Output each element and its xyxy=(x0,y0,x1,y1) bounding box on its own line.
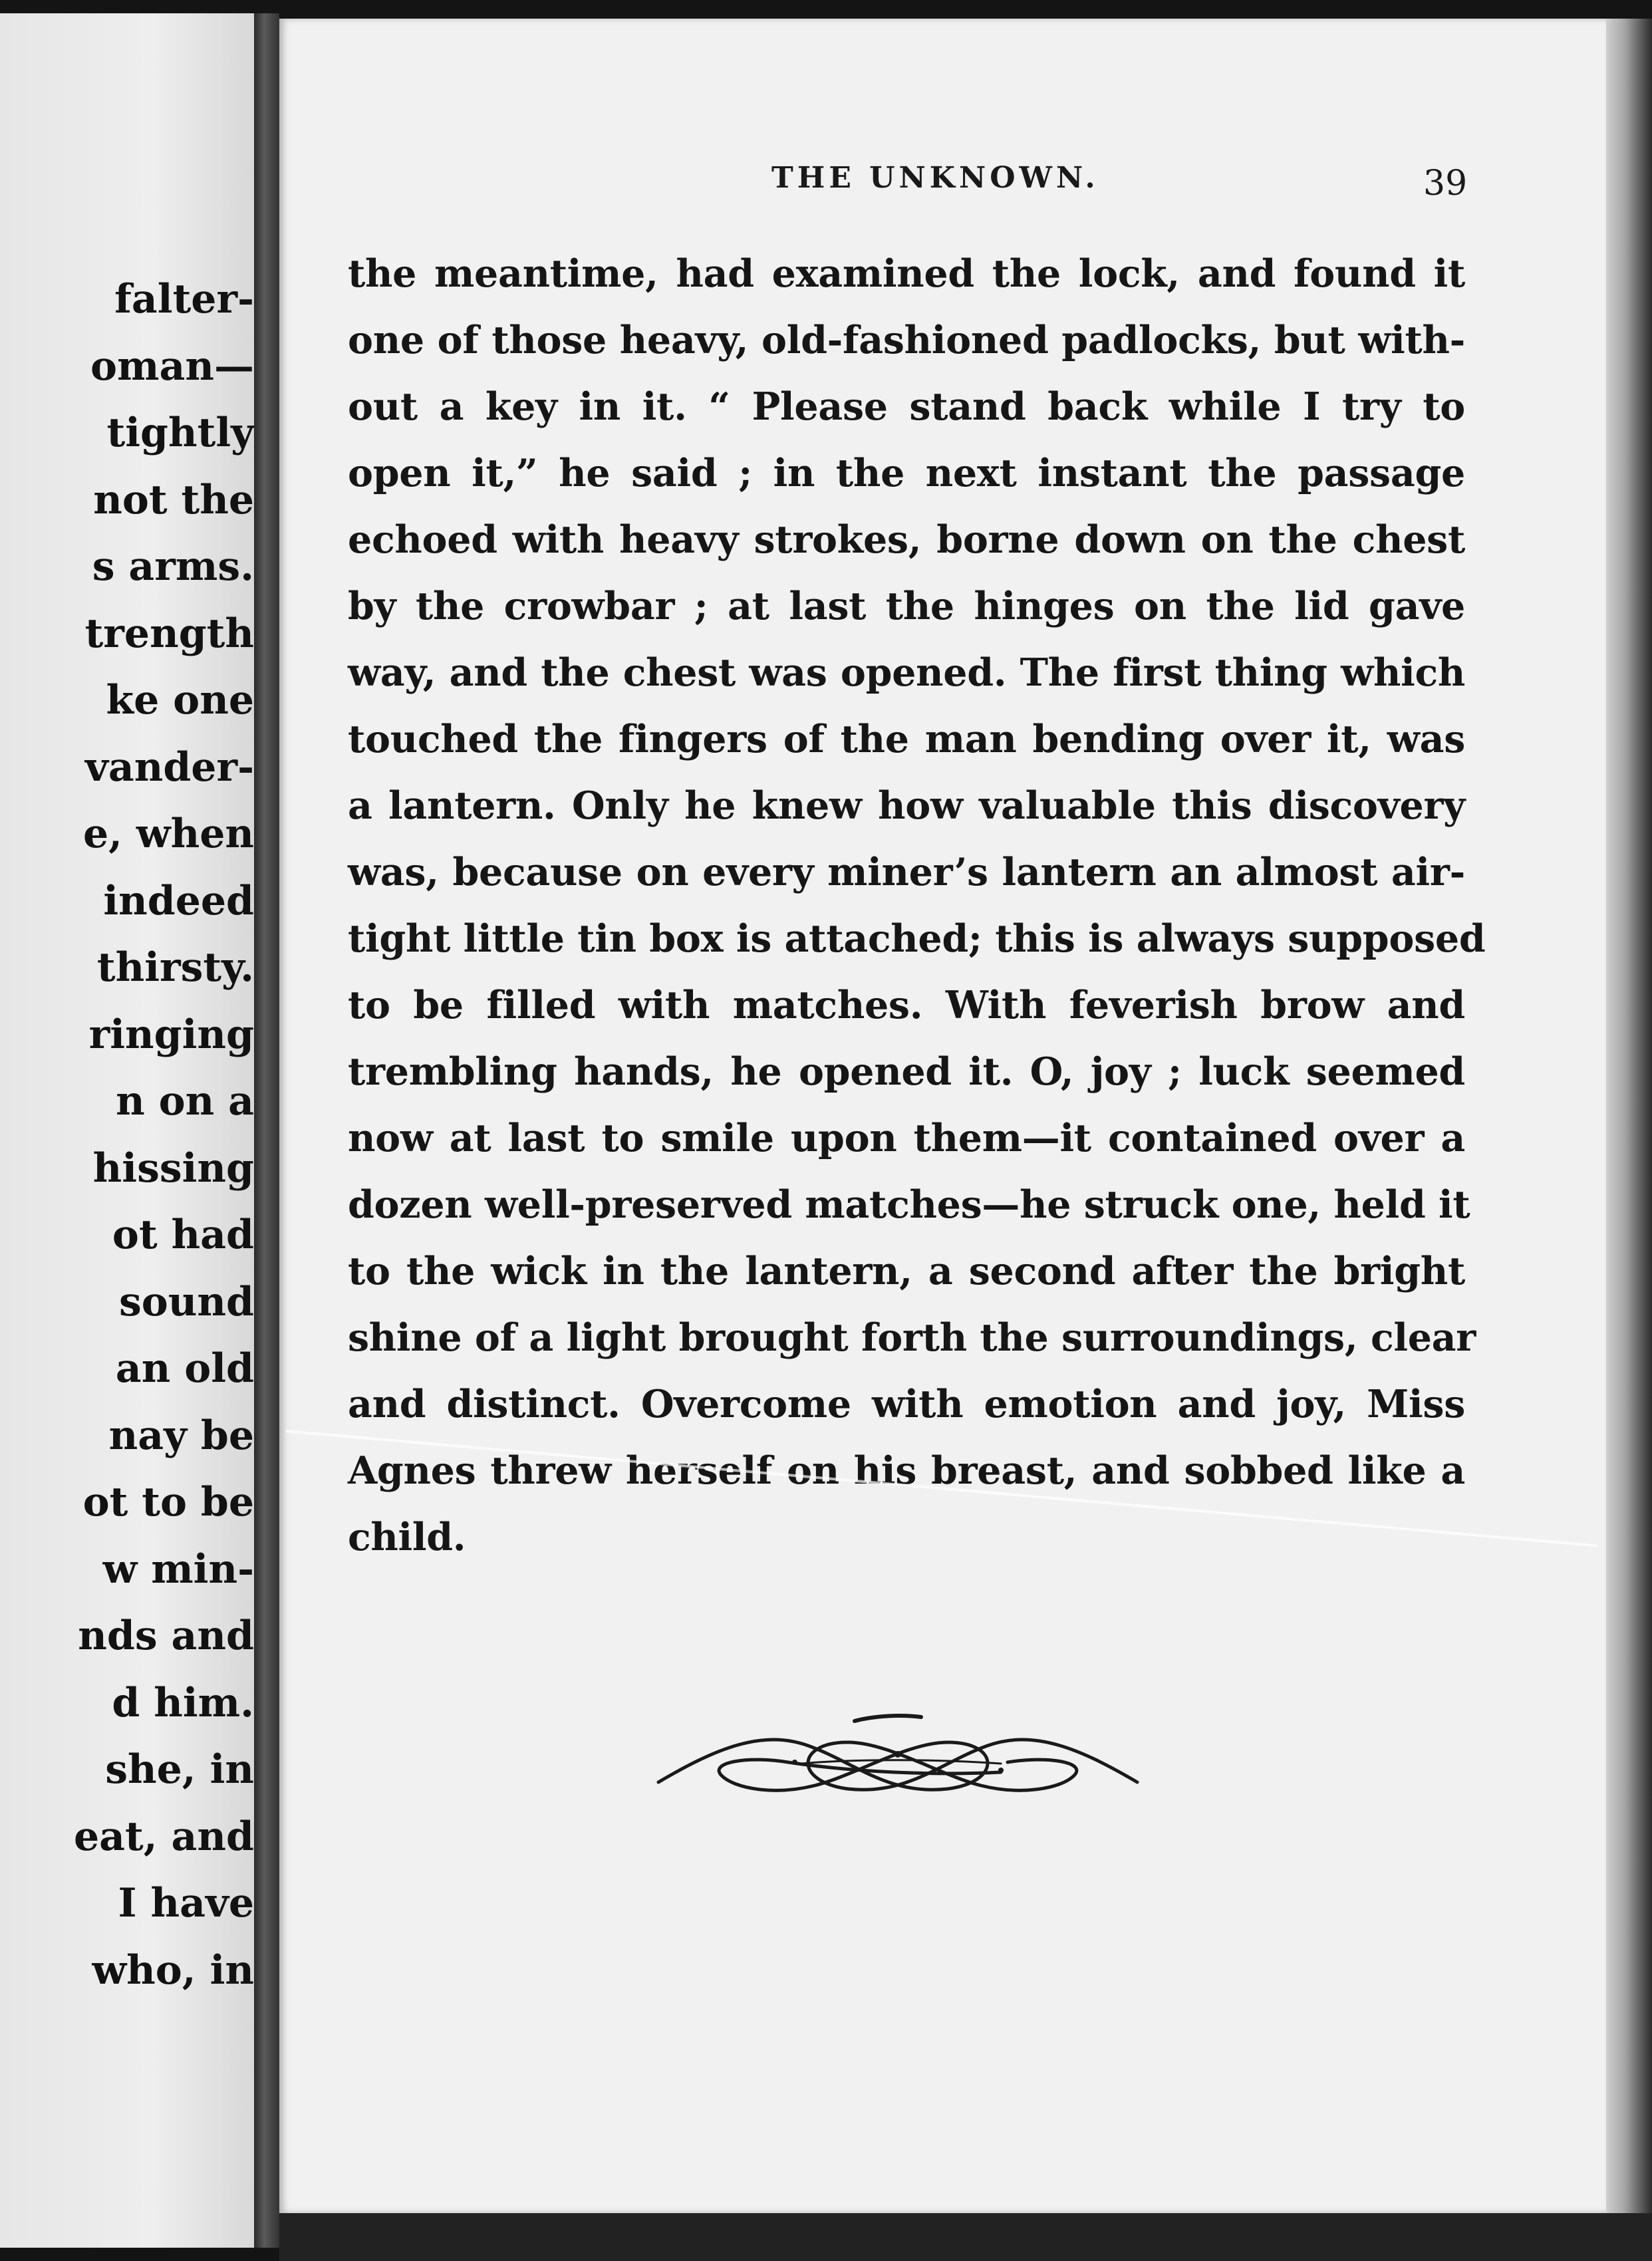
left-line: thirsty. xyxy=(96,944,254,991)
left-line: falter- xyxy=(114,276,254,323)
text-line: tight little tin box is attached; this is always supposed xyxy=(348,916,1486,961)
text-line: touched the fingers of the man bending over it, was xyxy=(348,717,1465,761)
text-line: a lantern. Only he knew how valuable this discovery xyxy=(348,783,1465,828)
left-line: n on a xyxy=(116,1078,254,1125)
left-line: vander- xyxy=(84,743,254,791)
running-head: THE UNKNOWN. xyxy=(771,161,1099,195)
text-line: Agnes threw herself on his breast, and sobbed like a xyxy=(348,1448,1465,1493)
left-line: she, in xyxy=(105,1746,254,1793)
left-line: not the xyxy=(93,476,254,523)
left-line: w min- xyxy=(102,1545,254,1593)
text-line: was, because on every miner’s lantern an almost air- xyxy=(348,850,1465,894)
left-line: nds and xyxy=(78,1613,254,1659)
text-line: way, and the chest was opened. The first thing which xyxy=(348,650,1465,695)
text-line: echoed with heavy strokes, borne down on the chest xyxy=(348,517,1465,562)
text-line: now at last to smile upon them—it contained over a xyxy=(348,1116,1465,1160)
left-line: I have xyxy=(118,1880,254,1927)
left-page-text xyxy=(0,266,254,2004)
left-line: an old xyxy=(115,1345,254,1392)
left-line: tightly xyxy=(106,410,254,456)
flourish-ornament xyxy=(655,1696,1141,1815)
text-line: trembling hands, he opened it. O, joy ; luck seemed xyxy=(348,1049,1465,1094)
left-line: trength xyxy=(84,610,254,657)
left-line: eat, and xyxy=(74,1813,254,1860)
text-line: the meantime, had examined the lock, and found it xyxy=(348,251,1465,296)
left-facing-page xyxy=(0,13,254,2248)
book-gutter xyxy=(254,13,279,2248)
left-line: ot to be xyxy=(82,1479,254,1526)
left-line: s arms. xyxy=(92,543,254,590)
page-edge xyxy=(1606,19,1652,2213)
left-line: ot had xyxy=(112,1212,254,1258)
bottom-edge xyxy=(279,2213,1652,2261)
left-line: hissing xyxy=(92,1144,254,1192)
text-line: child. xyxy=(348,1515,466,1559)
text-line: shine of a light brought forth the surroundings, clear xyxy=(348,1315,1476,1360)
left-line: sound xyxy=(119,1278,254,1325)
text-line: to the wick in the lantern, a second after the bright xyxy=(348,1249,1465,1293)
left-line: ke one xyxy=(106,677,254,724)
text-line: open it,” he said ; in the next instant the passage xyxy=(348,451,1465,495)
left-line: oman— xyxy=(90,342,254,390)
left-line: indeed xyxy=(103,877,254,924)
text-line: out a key in it. “ Please stand back while I try to xyxy=(348,384,1465,429)
left-line: e, when xyxy=(82,811,254,857)
text-line: and distinct. Overcome with emotion and joy, Miss xyxy=(348,1382,1465,1426)
left-line: who, in xyxy=(92,1946,254,1994)
body-text xyxy=(348,241,1486,1571)
page-number: 39 xyxy=(1423,164,1468,203)
left-line: ringing xyxy=(88,1011,254,1058)
text-line: dozen well-preserved matches—he struck one, held it xyxy=(348,1182,1470,1227)
text-line: by the crowbar ; at last the hinges on the lid gave xyxy=(348,584,1465,628)
left-line: d him. xyxy=(112,1679,254,1726)
left-line: nay be xyxy=(108,1412,254,1459)
text-line: to be filled with matches. With feverish brow and xyxy=(348,983,1465,1027)
text-line: one of those heavy, old-fashioned padlocks, but with- xyxy=(348,318,1465,362)
